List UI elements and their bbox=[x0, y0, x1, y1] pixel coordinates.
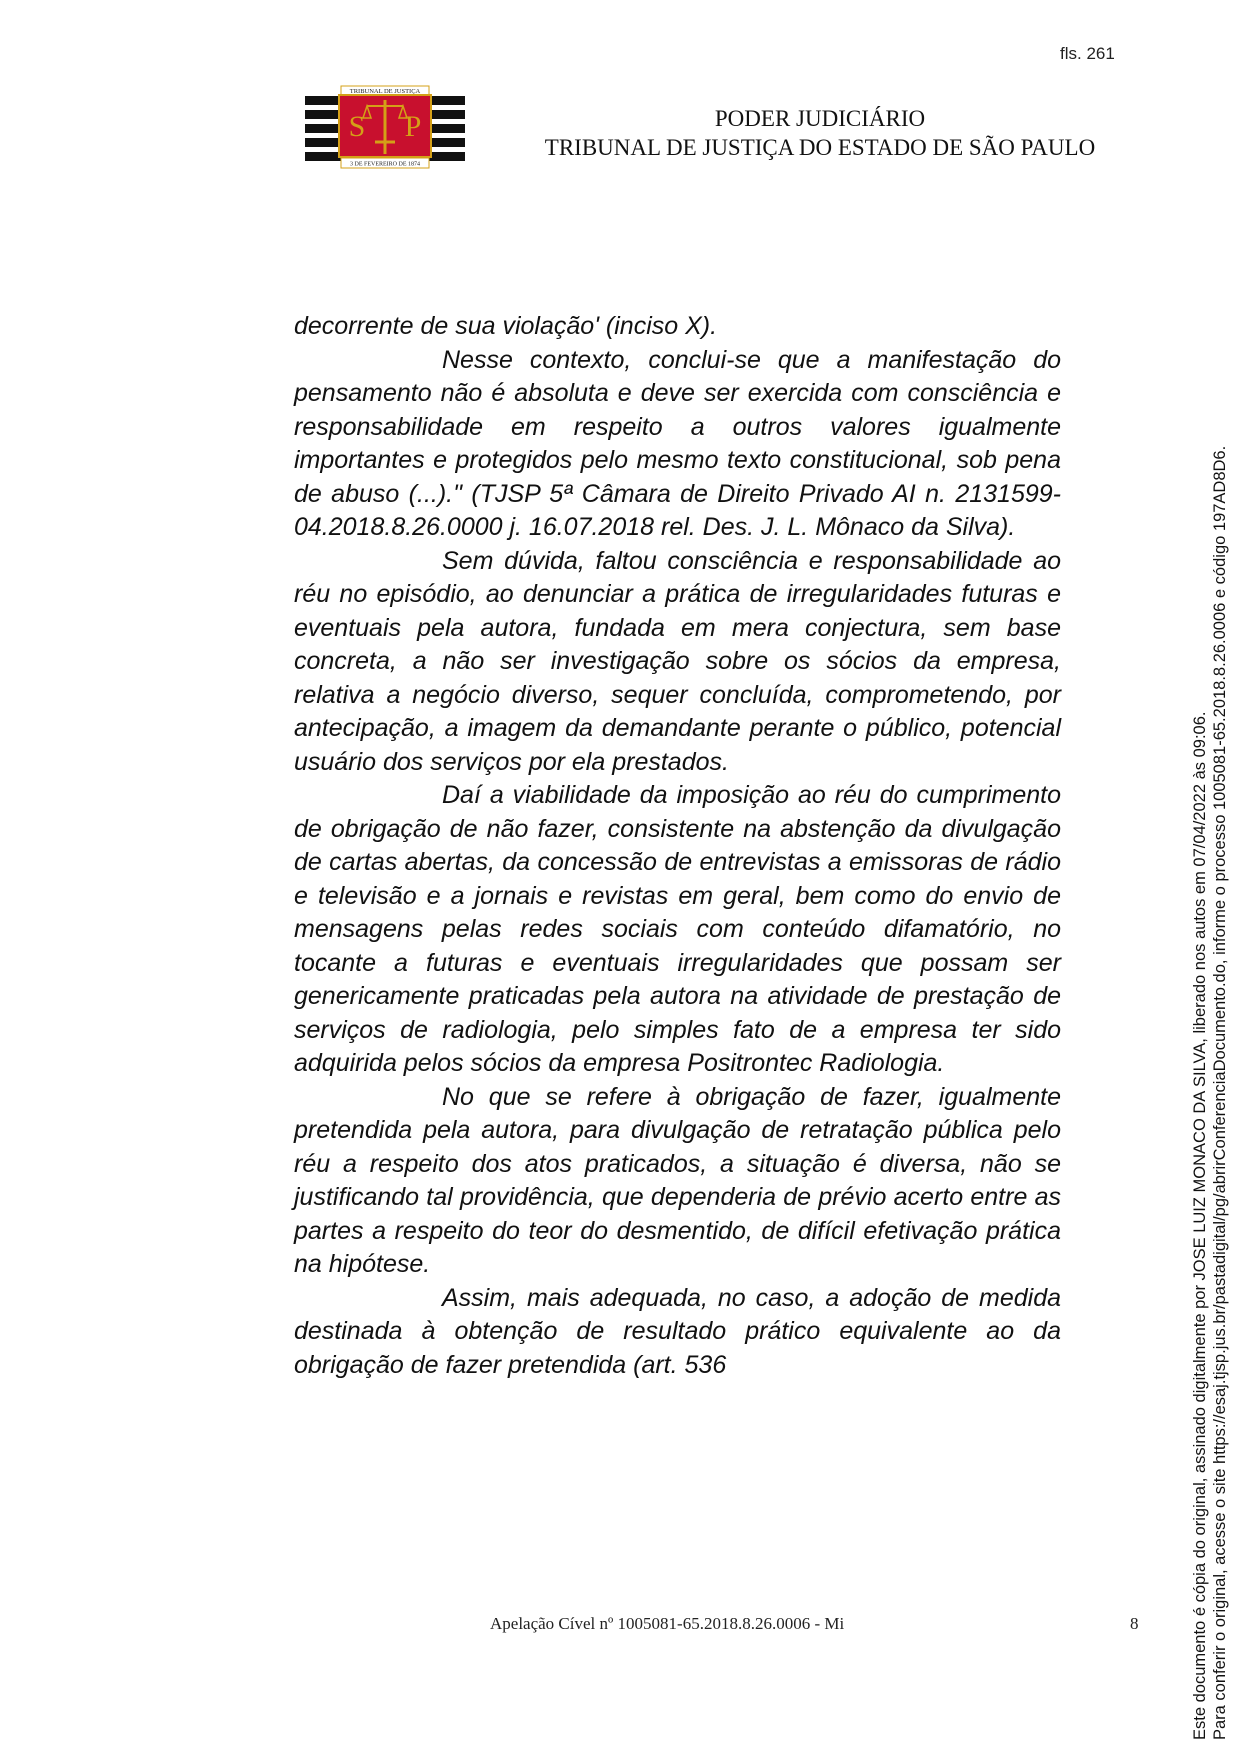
digital-signature-note bbox=[1190, 260, 1230, 1740]
logo-right-letter: P bbox=[404, 110, 422, 143]
court-seal-logo bbox=[305, 84, 465, 172]
logo-top-text: TRIBUNAL DE JUSTIÇA bbox=[349, 88, 421, 95]
paragraph: Daí a viabilidade da imposição ao réu do cumprimento de obrigação de não fazer, consistente na abstenção da divulgação de cartas abertas, da concessão de entrevistas a emissoras de rádio e televisão e a jornais e revistas em geral, bem como do envio de mensagens pelas redes sociais com conteúdo difamatório, no tocante a futuras e eventuais irregularidades que possam ser genericamente praticadas pela autora na atividade de prestação de serviços de radiologia, pelo simples fato de a empresa ter sido adquirida pelos sócios da empresa Positrontec Radiologia. bbox=[294, 781, 1061, 1077]
paragraph: Nesse contexto, conclui-se que a manifestação do pensamento não é absoluta e deve ser exercida com consciência e responsabilidade em respeito a outros valores igualmente importantes e protegidos pelo mesmo texto constitucional, sob pena de abuso (...)." (TJSP 5ª Câmara de Direito Privado AI n. 2131599-04.2018.8.26.0000 j. 16.07.2018 rel. Des. J. L. Mônaco da Silva). bbox=[294, 345, 1061, 541]
header-line-1: PODER JUDICIÁRIO bbox=[714, 106, 926, 131]
document-body bbox=[294, 310, 1061, 1382]
footer-case-reference: Apelação Cível nº 1005081-65.2018.8.26.0006 - Mi bbox=[490, 1614, 845, 1633]
signature-note-line-1: Este documento é cópia do original, assinado digitalmente por JOSE LUIZ MONACO DA SILVA, liberado nos autos em 07/04/2022 às 09:06. bbox=[1191, 711, 1209, 1740]
logo-left-letter: S bbox=[348, 110, 366, 143]
logo-bottom-text: 3 DE FEVEREIRO DE 1874 bbox=[350, 161, 420, 168]
header-line-2: TRIBUNAL DE JUSTIÇA DO ESTADO DE SÃO PAULO bbox=[544, 135, 1096, 160]
paragraph: Sem dúvida, faltou consciência e responsabilidade ao réu no episódio, ao denunciar a prática de irregularidades futuras e eventuais pela autora, fundada em mera conjectura, sem base concreta, a não ser investigação sobre os sócios da empresa, relativa a negócio diverso, sequer concluída, comprometendo, por antecipação, a imagem da demandante perante o público, potencial usuário dos serviços por ela prestados. bbox=[294, 546, 1061, 776]
paragraph: No que se refere à obrigação de fazer, igualmente pretendida pela autora, para divulgação de retratação pública pelo réu a respeito dos atos praticados, a situação é diversa, não se justificando tal providência, que dependeria de prévio acerto entre as partes a respeito do teor do desmentido, de difícil efetivação prática na hipótese. bbox=[294, 1082, 1061, 1278]
footer-page-number: 8 bbox=[1130, 1614, 1139, 1633]
paragraph: Assim, mais adequada, no caso, a adoção de medida destinada à obtenção de resultado prático equivalente ao da obrigação de fazer pretendida (art. 536 bbox=[294, 1283, 1061, 1379]
document-header bbox=[470, 104, 1170, 162]
signature-note-line-2: Para conferir o original, acesse o site https://esaj.tjsp.jus.br/pastadigital/pg/abrirConferenciaDocumento.do, informe o processo 1005081-65.2018.8.26.0006 e código 197AD8D6. bbox=[1211, 445, 1229, 1740]
page-number-label: fls. 261 bbox=[1060, 44, 1115, 63]
paragraph: decorrente de sua violação' (inciso X). bbox=[294, 312, 718, 340]
